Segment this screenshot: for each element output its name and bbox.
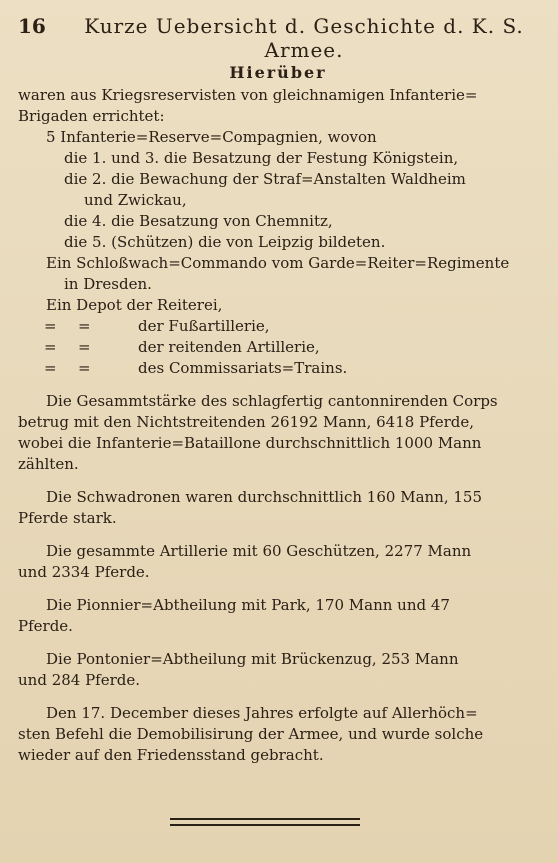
- closing-double-rule: [170, 818, 360, 826]
- list-item: [18, 316, 538, 337]
- text-line: Pferde.: [18, 617, 73, 635]
- companies-line: 5 Infanterie=Reserve=Compagnien, wovon: [46, 128, 377, 146]
- text-line: wieder auf den Friedensstand gebracht.: [18, 746, 324, 764]
- text-line: Die Schwadronen waren durchschnittlich 160 Mann, 155: [46, 488, 482, 506]
- list-item: [18, 337, 538, 358]
- section-heading: Hierüber: [229, 63, 327, 82]
- depot-line: Ein Depot der Reiterei,: [46, 296, 223, 314]
- text-line: zählten.: [18, 455, 79, 473]
- text-line: Die Pontonier=Abtheilung mit Brückenzug, 253 Mann: [46, 650, 459, 668]
- text-line: Die Pionnier=Abtheilung mit Park, 170 Mann und 47: [46, 596, 450, 614]
- ditto-mark: =: [44, 359, 57, 377]
- list-item-text: der Fußartillerie,: [138, 317, 270, 335]
- ditto-mark: =: [78, 317, 91, 335]
- text-line: betrug mit den Nichtstreitenden 26192 Mann, 6418 Pferde,: [18, 413, 475, 431]
- depot-list: [18, 316, 538, 379]
- list-item: die 1. und 3. die Besatzung der Festung Königstein,: [64, 149, 459, 167]
- text-line: und 284 Pferde.: [18, 671, 141, 689]
- text-line: Die Gesammtstärke des schlagfertig cantonnirenden Corps: [46, 392, 498, 410]
- text-line: Brigaden errichtet:: [18, 107, 165, 125]
- ditto-mark: =: [78, 359, 91, 377]
- list-item-text: des Commissariats=Trains.: [138, 359, 348, 377]
- text-line: waren aus Kriegsreservisten von gleichnamigen Infanterie=: [18, 86, 478, 104]
- list-item: [18, 358, 538, 379]
- page-body: [18, 62, 538, 766]
- ditto-mark: =: [78, 338, 91, 356]
- list-item-text: der reitenden Artillerie,: [138, 338, 320, 356]
- list-item: und Zwickau,: [84, 191, 187, 209]
- running-head: Kurze Uebersicht d. Geschichte d. K. S. Armee.: [84, 14, 524, 62]
- ditto-mark: =: [44, 338, 57, 356]
- list-item: die 4. die Besatzung von Chemnitz,: [64, 212, 333, 230]
- text-line: wobei die Infanterie=Bataillone durchschnittlich 1000 Mann: [18, 434, 482, 452]
- list-item: die 2. die Bewachung der Straf=Anstalten Waldheim: [64, 170, 466, 188]
- text-line: Die gesammte Artillerie mit 60 Geschützen, 2277 Mann: [46, 542, 472, 560]
- text-line: und 2334 Pferde.: [18, 563, 150, 581]
- paragraph: [18, 649, 538, 691]
- text-line: in Dresden.: [64, 275, 152, 293]
- list-item: die 5. (Schützen) die von Leipzig bildeten.: [64, 233, 386, 251]
- page-header: [18, 14, 540, 62]
- paragraph: [18, 703, 538, 766]
- text-line: Den 17. December dieses Jahres erfolgte auf Allerhöch=: [46, 704, 478, 722]
- paragraph: [18, 487, 538, 529]
- text-line: sten Befehl die Demobilisirung der Armee, und wurde solche: [18, 725, 484, 743]
- text-line: Pferde stark.: [18, 509, 117, 527]
- text-line: Ein Schloßwach=Commando vom Garde=Reiter=Regimente: [46, 254, 510, 272]
- paragraph: [18, 541, 538, 583]
- paragraph: [18, 391, 538, 475]
- ditto-mark: =: [44, 317, 57, 335]
- paragraph: [18, 595, 538, 637]
- page-number: 16: [18, 14, 46, 38]
